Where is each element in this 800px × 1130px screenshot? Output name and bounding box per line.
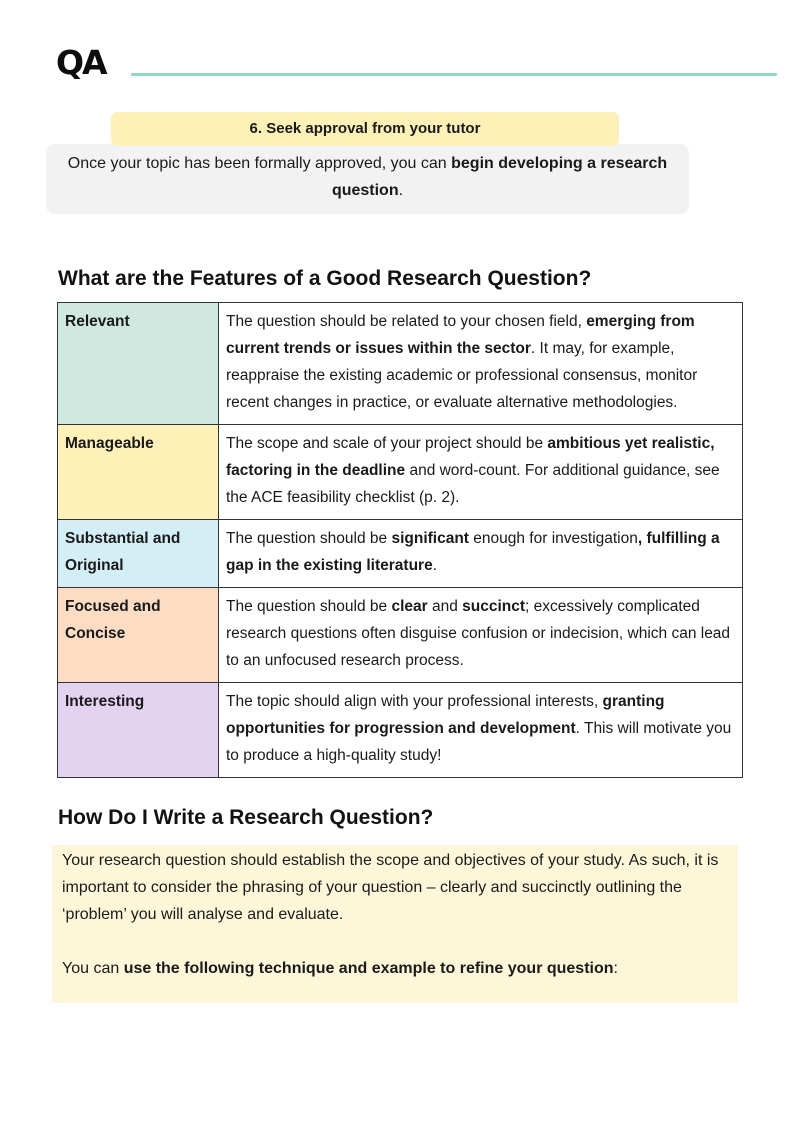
desc-part-bold: emerging from current trends or issues within the sector [226,313,695,357]
write-para2-post: : [613,960,618,977]
feature-description [219,425,743,520]
desc-part: . It may, for example, reappraise the existing academic or professional consensus, monitor recent changes in practice, or evaluate alternative methodologies. [226,340,698,411]
desc-part: and word-count. For additional guidance, see the ACE feasibility checklist (p. 2). [226,462,720,506]
desc-part: . [432,557,438,574]
table-row [58,425,743,520]
step-text-pre: Once your topic has been formally approved, you can [67,155,452,172]
features-heading: What are the Features of a Good Research Question? [58,267,592,290]
header-divider [131,73,777,76]
desc-part: The question should be related to your chosen field, [226,313,587,330]
write-para2-bold: use the following technique and example to refine your question [123,960,614,977]
feature-label: Manageable [58,425,219,520]
feature-label: Relevant [58,303,219,425]
write-paragraph-2 [62,955,726,982]
qa-logo: QA [56,43,106,82]
desc-part-bold: clear [391,598,428,615]
write-callout-text [62,847,726,982]
feature-description [219,303,743,425]
desc-part-bold: significant [391,530,469,547]
write-paragraph-1: Your research question should establish the scope and objectives of your study. As such, it is important to consider the phrasing of your question – clearly and succinctly outlining the ‘problem’ you will analyse and evaluate. [62,852,719,923]
feature-label: Focused and Concise [58,588,219,683]
desc-part: ; excessively complicated research questions often disguise confusion or indecision, which can lead to an unfocused research process. [226,598,731,669]
desc-part-bold: , fulfilling a gap in the existing literature [226,530,720,574]
desc-part: The scope and scale of your project should be [226,435,548,452]
desc-part-bold: granting opportunities for progression and development [226,693,665,737]
step-text-post: . [398,182,404,199]
desc-part: enough for investigation [468,530,638,547]
step-title: 6. Seek approval from your tutor [111,112,619,146]
desc-part-bold: ambitious yet realistic, factoring in the deadline [226,435,715,479]
write-heading: How Do I Write a Research Question? [58,806,434,829]
step-text-bold: begin developing a research question [331,155,668,199]
feature-description [219,588,743,683]
desc-part: and [427,598,463,615]
desc-part: The topic should align with your professional interests, [226,693,603,710]
desc-part: . This will motivate you to produce a high-quality study! [226,720,732,764]
table-row [58,520,743,588]
table-row [58,303,743,425]
feature-description [219,520,743,588]
feature-label: Substantial and Original [58,520,219,588]
feature-description [219,683,743,778]
step-description [60,150,675,204]
feature-label: Interesting [58,683,219,778]
table-row [58,588,743,683]
desc-part: The question should be [226,598,392,615]
table-row [58,683,743,778]
desc-part-bold: succinct [462,598,526,615]
features-table [57,302,743,778]
desc-part: The question should be [226,530,392,547]
write-para2-pre: You can [62,960,124,977]
